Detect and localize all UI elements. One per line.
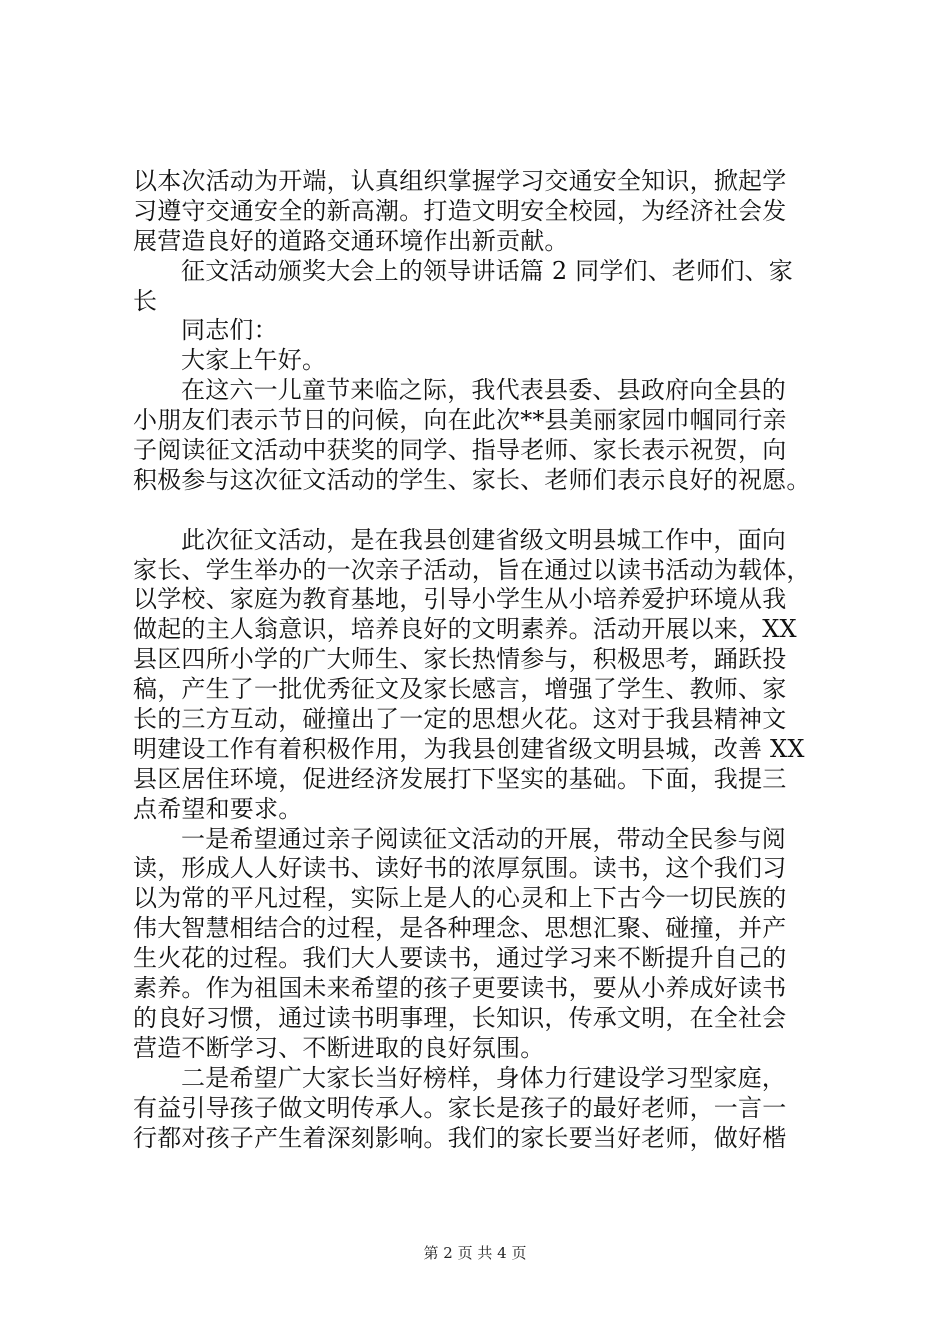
text-line: 习遵守交通安全的新高潮。打造文明安全校园，为经济社会发 xyxy=(133,196,787,225)
text-line: 大家上午好。 xyxy=(181,346,327,375)
text-line: 以为常的平凡过程，实际上是人的心灵和上下古今一切民族的 xyxy=(133,884,787,913)
text-line: 以学校、家庭为教育基地，引导小学生从小培养爱护环境从我 xyxy=(133,585,787,614)
text-line: 营造不断学习、不断进取的良好氛围。 xyxy=(133,1033,545,1062)
page-footer: 第 2 页 共 4 页 xyxy=(423,1244,527,1262)
text-line: 素养。作为祖国未来希望的孩子更要读书，要从小养成好读书 xyxy=(133,974,787,1003)
text-line: 行都对孩子产生着深刻影响。我们的家长要当好老师，做好楷 xyxy=(133,1123,787,1152)
text-line: 县区居住环境，促进经济发展打下坚实的基础。下面，我提三 xyxy=(133,764,787,793)
text-line: 做起的主人翁意识，培养良好的文明素养。活动开展以来，XX xyxy=(133,615,797,644)
blank-line xyxy=(133,496,853,526)
text-line: 读，形成人人好读书、读好书的浓厚氛围。读书，这个我们习 xyxy=(133,854,787,883)
text-line: 子阅读征文活动中获奖的同学、指导老师、家长表示祝贺，向 xyxy=(133,436,787,465)
text-line: 的良好习惯，通过读书明事理，长知识，传承文明，在全社会 xyxy=(133,1003,787,1032)
text-line: 二是希望广大家长当好榜样，身体力行建设学习型家庭， xyxy=(181,1063,786,1092)
text-line: 伟大智慧相结合的过程，是各种理念、思想汇聚、碰撞，并产 xyxy=(133,914,787,943)
text-line: 长 xyxy=(133,286,158,315)
text-line: 一是希望通过亲子阅读征文活动的开展，带动全民参与阅 xyxy=(181,824,786,853)
text-line: 以本次活动为开端，认真组织掌握学习交通安全知识，掀起学 xyxy=(133,167,787,195)
text-line: 有益引导孩子做文明传承人。家长是孩子的最好老师，一言一 xyxy=(133,1093,787,1122)
text-line: 生火花的过程。我们大人要读书，通过学习来不断提升自己的 xyxy=(133,944,787,973)
text-line: 明建设工作有着积极作用，为我县创建省级文明县城，改善 XX xyxy=(133,734,805,763)
body-text xyxy=(133,167,853,1153)
text-line: 展营造良好的道路交通环境作出新贡献。 xyxy=(133,226,569,255)
text-line: 同志们： xyxy=(181,316,278,345)
text-line: 小朋友们表示节日的问候，向在此次**县美丽家园巾帼同行亲 xyxy=(133,406,787,435)
text-line: 积极参与这次征文活动的学生、家长、老师们表示良好的祝愿。 xyxy=(133,465,811,494)
text-line: 在这六一儿童节来临之际，我代表县委、县政府向全县的 xyxy=(181,376,786,405)
text-line: 点希望和要求。 xyxy=(133,794,303,823)
text-line: 县区四所小学的广大师生、家长热情参与，积极思考，踊跃投 xyxy=(133,645,787,674)
text-line: 长的三方互动，碰撞出了一定的思想火花。这对于我县精神文 xyxy=(133,705,787,734)
text-line: 稿，产生了一批优秀征文及家长感言，增强了学生、教师、家 xyxy=(133,675,787,704)
text-line: 征文活动颁奖大会上的领导讲话篇 2 同学们、老师们、家 xyxy=(181,256,793,285)
text-line: 此次征文活动，是在我县创建省级文明县城工作中，面向 xyxy=(181,525,786,554)
text-line: 家长、学生举办的一次亲子活动，旨在通过以读书活动为载体， xyxy=(133,555,811,584)
